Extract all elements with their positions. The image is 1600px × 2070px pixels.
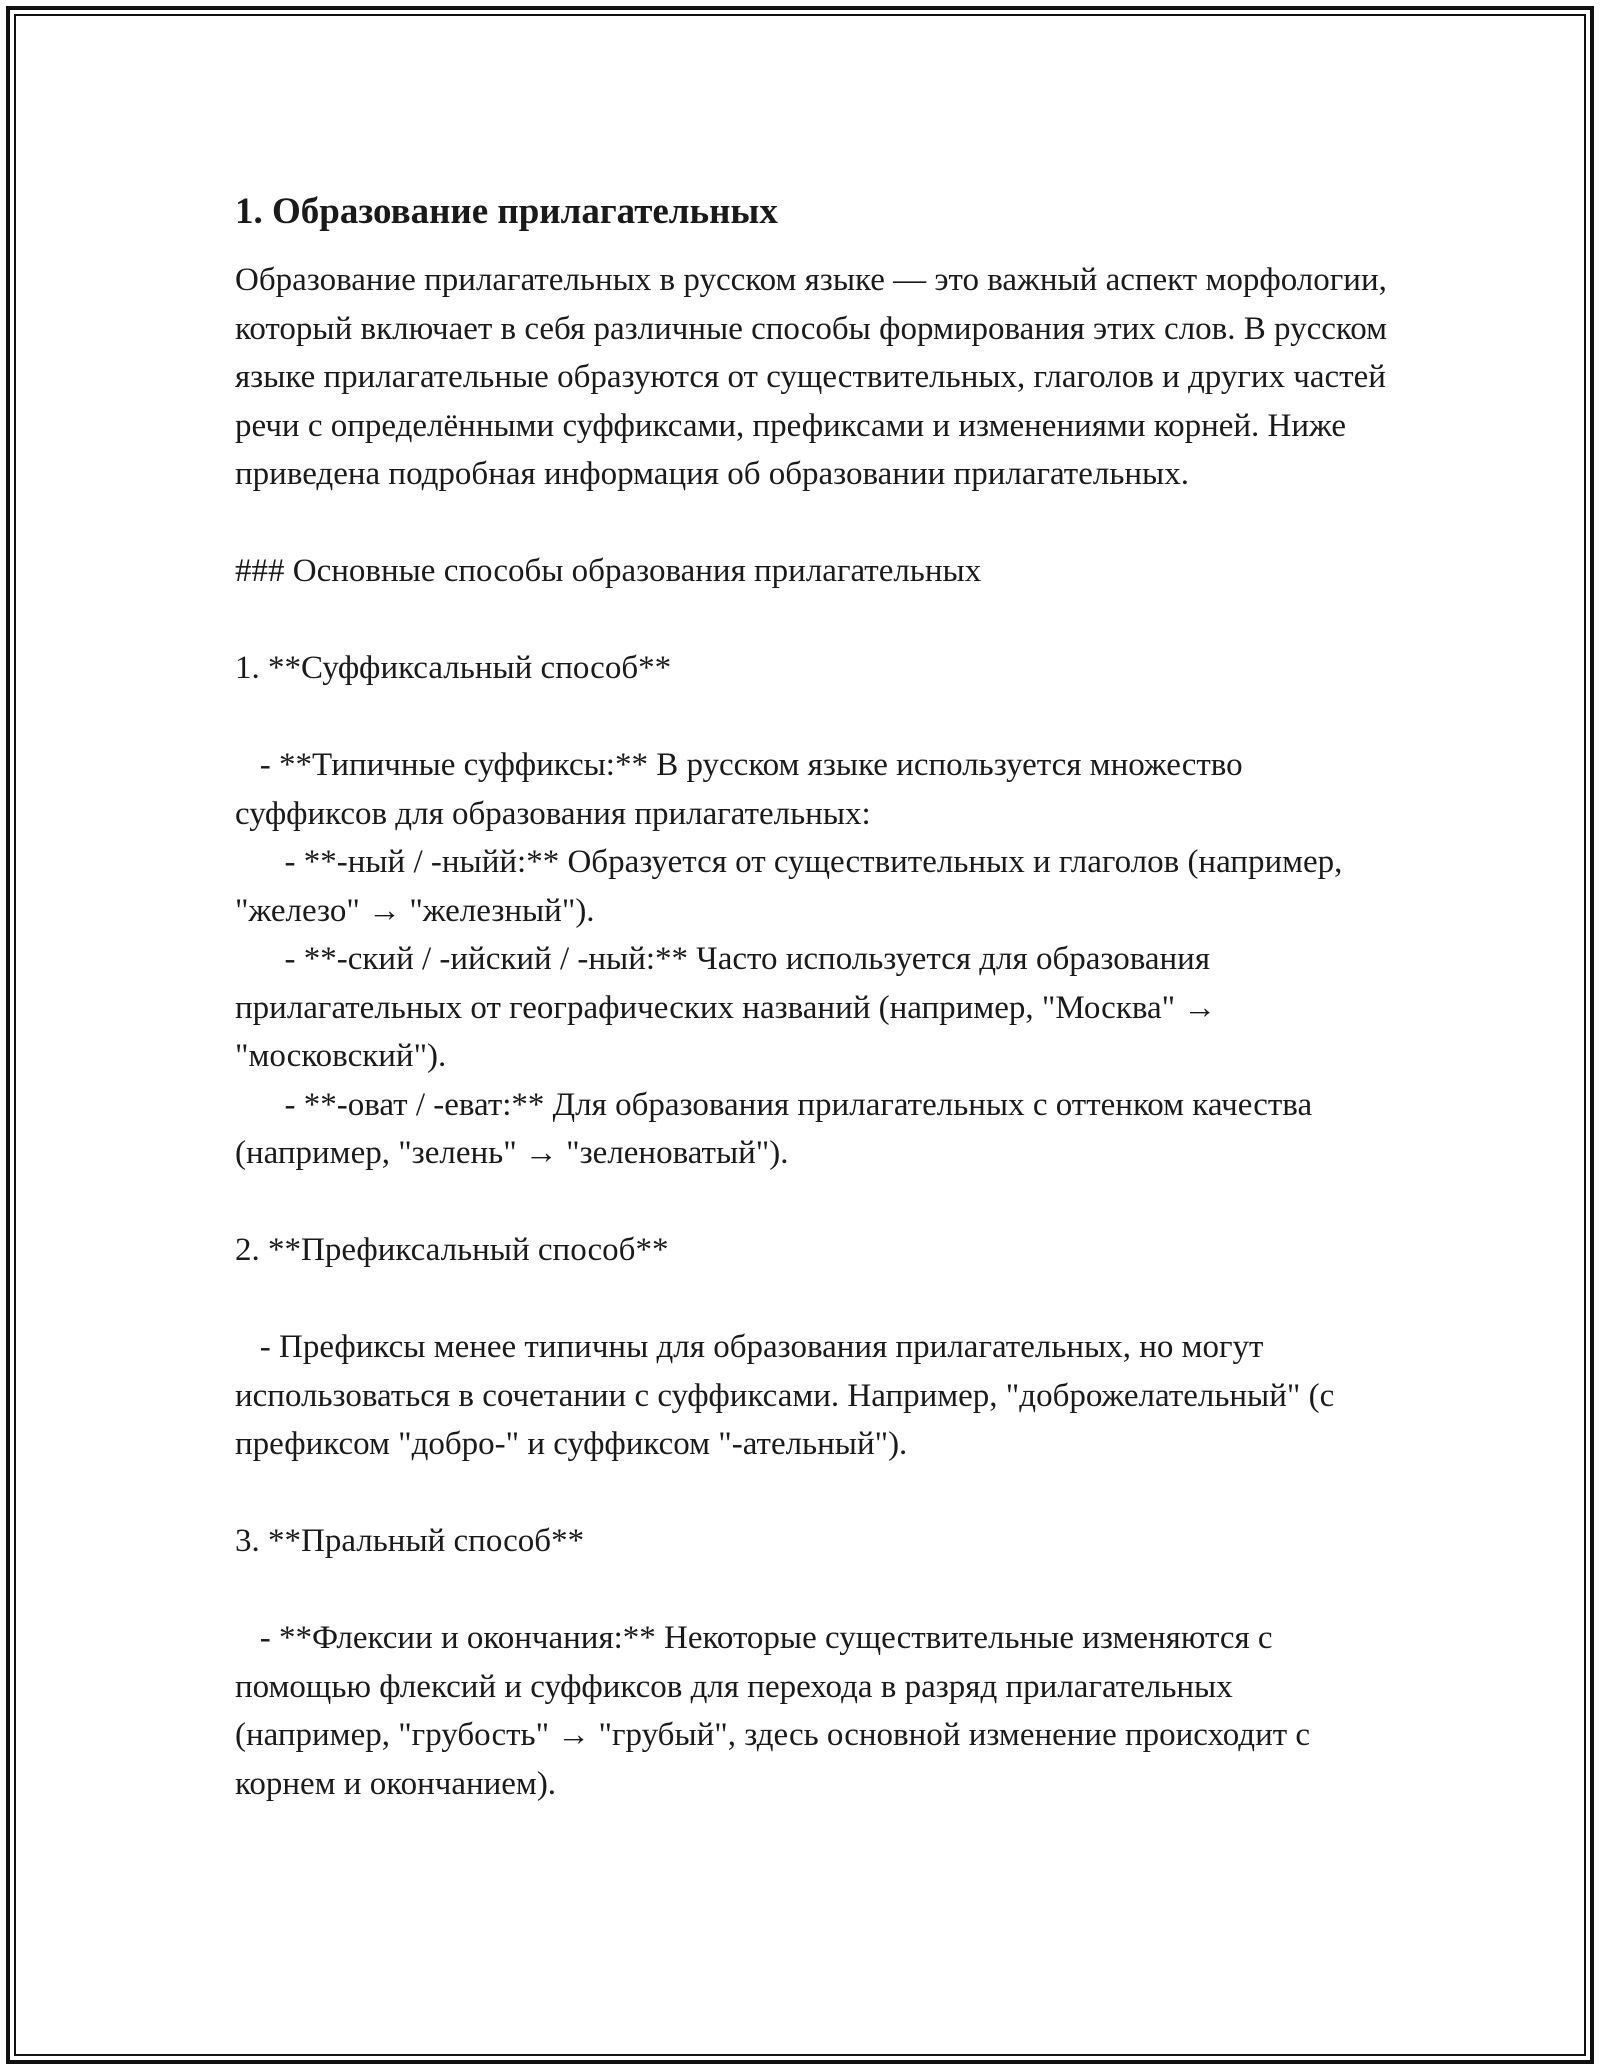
item3-text: - **Флексии и окончания:** Некоторые существительные изменяются с помощью флексий и суффиксов для перехода в разряд прилагательных (например, "грубость" → "грубый", здесь основной изменение происходит с корнем и окончанием).: [235, 1620, 1319, 1802]
section-heading: ### Основные способы образования прилагательных: [235, 553, 982, 589]
item3-heading: 3. **Пральный способ**: [235, 1523, 585, 1559]
item1-text: - **Типичные суффиксы:** В русском языке используется множество суффиксов для образования прилагательных: - **-ный / -ныйй:** Образуется от существительных и глаголов (например, "железо" → "железный"). - **-ский / -ийский / -ный:** Часто используется для образования прилагательных от географических названий (например, "Москва" → "московский"). - **-оват / -еват:** Для образования прилагательных с оттенком качества (например, "зелень" → "зеленоватый").: [235, 747, 1343, 1171]
spacer: [235, 499, 1395, 548]
spacer: [235, 1469, 1395, 1518]
item2-text: - Префиксы менее типичны для образования прилагательных, но могут использоваться в сочетании с суффиксами. Например, "доброжелательный" (с префиксом "добро-" и суффиксом "-ательный").: [235, 1329, 1343, 1462]
spacer: [235, 1566, 1395, 1615]
spacer: [235, 1178, 1395, 1227]
document-title: 1. Образование прилагательных: [235, 191, 778, 232]
intro-paragraph: Образование прилагательных в русском языке — это важный аспект морфологии, который включает в себя различные способы формирования этих слов. В русском языке прилагательные образуются от существительных, глаголов и других частей речи с определёнными суффиксами, префиксами и изменениями корней. Ниже приведена подробная информация об образовании прилагательных.: [235, 262, 1396, 492]
item1-heading: 1. **Суффиксальный способ**: [235, 650, 672, 686]
spacer: [235, 693, 1395, 742]
spacer: [235, 596, 1395, 645]
document-body: [235, 186, 1395, 1808]
spacer: [235, 1275, 1395, 1324]
item2-heading: 2. **Префиксальный способ**: [235, 1232, 669, 1268]
